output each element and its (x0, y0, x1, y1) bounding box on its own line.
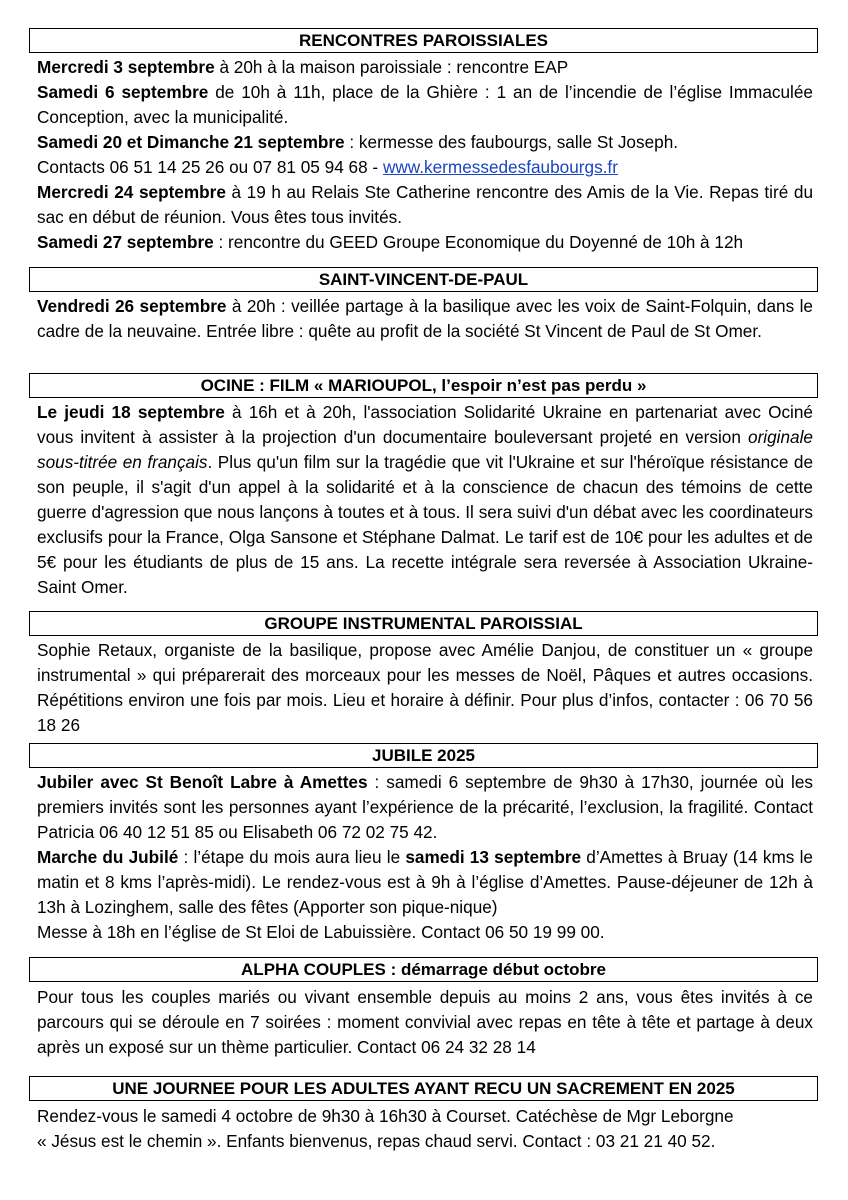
section-body-groupe-instrumental (37, 638, 813, 738)
event-text-continued: d’Amettes à Bruay (14 kms le matin et 8 kms l’après-midi). Le rendez-vous est à 9h à l’église d’Amettes. Pause-déjeuner de 12h à 13h à Lozinghem, salle des fêtes (Apporter son pique-nique) (37, 847, 813, 917)
event-contacts (37, 155, 813, 180)
section-body-ocine (37, 400, 813, 600)
event-date: Mercredi 24 septembre (37, 182, 226, 202)
event-title: Marche du Jubilé (37, 847, 179, 867)
film-description (37, 400, 813, 600)
event-item (37, 180, 813, 230)
kermesse-link[interactable]: www.kermessedesfaubourgs.fr (382, 157, 618, 177)
event-title: Jubiler avec St Benoît Labre à Amettes (37, 772, 368, 792)
event-text: : samedi 6 septembre de 9h30 à 17h30, journée où les premiers invités sont les personnes ayant l’expérience de la précarité, l’exclusion, la fragilité. Contact Patricia 06 40 12 51 85 ou Elisabeth 06 72 02 75 42. (37, 772, 813, 842)
event-item (37, 55, 813, 80)
jubile-amettes (37, 770, 813, 845)
section-header-rencontres: RENCONTRES PAROISSIALES (29, 28, 818, 53)
section-header-saint-vincent: SAINT-VINCENT-DE-PAUL (29, 267, 818, 292)
section-header-jubile: JUBILE 2025 (29, 743, 818, 768)
journee-line-2: « Jésus est le chemin ». Enfants bienvenus, repas chaud servi. Contact : 03 21 21 40 52. (37, 1131, 716, 1151)
journee-line-1: Rendez-vous le samedi 4 octobre de 9h30 à 16h30 à Courset. Catéchèse de Mgr Leborgne (37, 1106, 734, 1126)
groupe-text: Sophie Retaux, organiste de la basilique, propose avec Amélie Danjou, de constituer un « groupe instrumental » qui préparerait des morceaux pour les messes de Noël, Pâques et autres occasions. Répétitions environ une fois par mois. Lieu et horaire à définir. Pour plus d’infos, contacter : 06 70 56 18 26 (37, 640, 813, 735)
event-date: Vendredi 26 septembre (37, 296, 227, 316)
section-body-jubile (37, 770, 813, 945)
event-item (37, 230, 813, 255)
marche-jubile (37, 845, 813, 920)
event-text: de 10h à 11h, place de la Ghière : 1 an de l’incendie de l’église Immaculée Conception, avec la municipalité. (37, 82, 813, 127)
event-date: Mercredi 3 septembre (37, 57, 215, 77)
section-header-ocine: OCINE : FILM « MARIOUPOL, l’espoir n’est pas perdu » (29, 373, 818, 398)
event-text: à 20h : veillée partage à la basilique avec les voix de Saint-Folquin, dans le cadre de la neuvaine. Entrée libre : quête au profit de la société St Vincent de Paul de St Omer. (37, 296, 813, 341)
section-body-rencontres (37, 55, 813, 255)
event-text: : l’étape du mois aura lieu le (178, 847, 406, 867)
section-body-saint-vincent (37, 294, 813, 344)
event-item (37, 130, 813, 155)
event-date: samedi 13 septembre (405, 847, 582, 867)
event-date: Samedi 20 et Dimanche 21 septembre (37, 132, 345, 152)
event-date: Samedi 6 septembre (37, 82, 209, 102)
contacts-text: Contacts 06 51 14 25 26 ou 07 81 05 94 68 - (37, 157, 383, 177)
film-version: originale sous-titrée en français (37, 427, 813, 472)
event-text: à 20h à la maison paroissiale : rencontre EAP (214, 57, 569, 77)
messe-info: Messe à 18h en l’église de St Eloi de Labuissière. Contact 06 50 19 99 00. (37, 922, 605, 942)
alpha-text: Pour tous les couples mariés ou vivant ensemble depuis au moins 2 ans, vous êtes invités à ce parcours qui se déroule en 7 soirées : moment convivial avec repas en tête à tête et partage à deux après un exposé sur un thème particulier. Contact 06 24 32 28 14 (37, 987, 813, 1057)
section-body-journee-adultes (37, 1104, 813, 1154)
film-text: à 16h et à 20h, l'association Solidarité Ukraine en partenariat avec Ociné vous invitent à assister à la projection d'un documentaire bouleversant projeté en version (37, 402, 813, 447)
section-header-groupe-instrumental: GROUPE INSTRUMENTAL PAROISSIAL (29, 611, 818, 636)
section-header-alpha-couples: ALPHA COUPLES : démarrage début octobre (29, 957, 818, 982)
event-text: : rencontre du GEED Groupe Economique du Doyenné de 10h à 12h (213, 232, 744, 252)
event-item (37, 294, 813, 344)
film-text-continued: . Plus qu'un film sur la tragédie que vit l'Ukraine et sur l'héroïque résistance de son peuple, il s'agit d'un appel à la solidarité et à la conscience de chacun des témoins de cette guerre d'agression que nous lançons à toutes et à tous. Il sera suivi d'un débat avec les coordinateurs exclusifs pour la France, Olga Sansone et Stéphane Dalmat. Le tarif est de 10€ pour les adultes et de 5€ pour les étudiants de plus de 15 ans. La recette intégrale sera reversée à Association Ukraine-Saint Omer. (37, 452, 814, 597)
event-text: : kermesse des faubourgs, salle St Joseph. (344, 132, 679, 152)
section-body-alpha-couples (37, 985, 813, 1060)
event-date: Samedi 27 septembre (37, 232, 214, 252)
event-text: à 19 h au Relais Ste Catherine rencontre des Amis de la Vie. Repas tiré du sac en début de réunion. Vous êtes tous invités. (37, 182, 813, 227)
event-item (37, 80, 813, 130)
section-header-journee-adultes: UNE JOURNEE POUR LES ADULTES AYANT RECU UN SACREMENT EN 2025 (29, 1076, 818, 1101)
event-date: Le jeudi 18 septembre (37, 402, 225, 422)
